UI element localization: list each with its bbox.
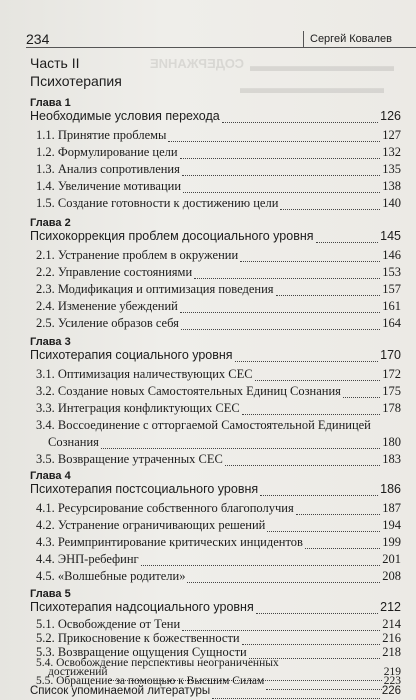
bleed-through-text: ▬▬▬▬▬▬▬▬▬ [240,80,384,97]
toc-section-entry[interactable] [36,161,401,178]
chapter-label: Глава 1 [30,97,71,109]
bleed-through-text: ▬▬▬▬▬▬▬▬▬ [250,58,394,75]
toc-section-entry[interactable] [36,127,401,144]
toc-section-entry[interactable] [36,144,401,161]
toc-entry-title: Психотерапия постсоциального уровня [30,482,259,496]
toc-entry-title: 2.4. Изменение убеждений [36,299,178,313]
toc-section-entry[interactable] [36,551,401,568]
toc-entry-title: 4.2. Устранение ограничивающих решений [36,518,266,532]
toc-entry-title: 1.5. Создание готовности к достижению цели [36,196,279,210]
toc-chapter-entry[interactable] [30,228,401,245]
toc-page-number: 126 [380,109,401,123]
dot-leader [343,385,380,398]
part-label: Часть II [30,55,80,71]
toc-page-number: 212 [380,600,401,614]
toc-entry-title: 3.1. Оптимизация наличествующих СЕС [36,367,253,381]
toc-entry-title: 5.2. Прикосновение к божественности [36,631,240,645]
toc-entry-title: 1.3. Анализ сопротивления [36,162,180,176]
toc-entry-title: 1.2. Формулирование цели [36,145,178,159]
toc-page-number: 187 [382,501,401,515]
dot-leader [256,601,378,614]
toc-entry-title: 4.3. Реимпринтирование критических инцидентов [36,535,303,549]
toc-entry-title: 2.1. Устранение проблем в окружении [36,248,239,262]
toc-page-number: 183 [382,452,401,466]
toc-page-number: 216 [382,631,401,645]
dot-leader [235,349,379,362]
toc-section-entry[interactable] [36,298,401,315]
toc-page-number: 178 [382,401,401,415]
bleed-through-text: СОДЕРЖАНИЕ [150,56,244,71]
toc-entry-title: достижений [48,666,108,678]
toc-entry-title: 3.2. Создание новых Самостоятельных Единиц Сознания [36,384,341,398]
toc-page-number: 138 [382,179,401,193]
dot-leader [182,163,380,176]
toc-entry-title: 4.5. «Волшебные родители» [36,569,186,583]
toc-entry-title: Психотерапия социального уровня [30,348,233,362]
toc-section-entry[interactable] [36,281,401,298]
toc-page-number: 226 [381,685,401,697]
toc-page-number: 172 [382,367,401,381]
toc-page-number: 199 [382,535,401,549]
toc-section-entry[interactable] [36,500,401,517]
dot-leader [260,483,378,496]
dot-leader [101,436,380,449]
toc-page-number: 145 [380,229,401,243]
toc-chapter-entry[interactable] [30,599,401,616]
toc-entry-title: Список упоминаемой литературы [30,685,211,697]
dot-leader [316,230,379,243]
toc-entry-title: 3.3. Интеграция конфликтующих СЕС [36,401,240,415]
dot-leader [222,110,378,123]
toc-chapter-entry[interactable] [30,481,401,498]
toc-page-number: 201 [382,552,401,566]
toc-chapter-entry[interactable] [30,347,401,364]
page-number: 234 [26,31,50,47]
toc-page-number: 219 [383,666,401,678]
toc-page-number: 208 [382,569,401,583]
chapter-label: Глава 2 [30,217,71,229]
toc-entry-title: 5.1. Освобождение от Тени [36,617,181,631]
chapter-label: Глава 3 [30,336,71,348]
toc-page-number: 194 [382,518,401,532]
toc-page-number: 132 [382,145,401,159]
dot-leader [240,249,380,262]
dot-leader [181,317,380,330]
toc-page-number: 218 [382,645,401,659]
toc-entry-title: 5.3. Возвращение ощущения Сущности [36,645,247,659]
dot-leader [187,570,380,583]
toc-page-number: 135 [382,162,401,176]
dot-leader [180,300,380,313]
chapter-label: Глава 5 [30,588,71,600]
dot-leader [212,686,380,699]
toc-page-number: 140 [382,196,401,210]
dot-leader [180,146,381,159]
header-rule [26,47,416,48]
toc-page-number: 161 [382,299,401,313]
dot-leader [225,453,380,466]
dot-leader [183,180,380,193]
toc-section-entry[interactable] [36,451,401,468]
toc-section-entry[interactable] [36,517,401,534]
chapter-label: Глава 4 [30,470,71,482]
toc-page-number: 164 [382,316,401,330]
toc-entry-title: 1.1. Принятие проблемы [36,128,167,142]
toc-section-entry[interactable] [36,178,401,195]
toc-entry-title: 1.4. Увеличение мотивации [36,179,182,193]
toc-page-number: 175 [382,384,401,398]
toc-section-entry-continuation[interactable] [48,434,401,451]
toc-page-number: 127 [382,128,401,142]
dot-leader [296,502,381,515]
dot-leader [276,283,381,296]
dot-leader [305,536,380,549]
toc-page-number: 157 [382,282,401,296]
toc-section-title-line[interactable]: 3.4. Воссоединение с отторгаемой Самостоятельной Единицей [36,418,371,432]
toc-page-number: 214 [382,617,401,631]
toc-entry-title: 4.4. ЭНП-ребефинг [36,552,139,566]
toc-section-entry[interactable] [36,366,401,383]
toc-entry-title: 5.5. Обращение за помощью к Высшим Силам [36,675,265,687]
toc-section-title-line[interactable]: 5.4. Освобождение перспективы неограниченных [36,657,279,669]
toc-entry-title: Необходимые условия перехода [30,109,220,123]
toc-page-number: 170 [380,348,401,362]
dot-leader [194,266,380,279]
part-title: Психотерапия [30,73,122,89]
dot-leader [168,129,380,142]
toc-entry-title: 4.1. Ресурсирование собственного благополучия [36,501,294,515]
toc-page-number: 223 [383,675,401,687]
running-header-author: Сергей Ковалев [303,31,416,47]
toc-page-number: 180 [382,435,401,449]
toc-section-entry[interactable] [36,315,401,332]
toc-entry-title: 2.3. Модификация и оптимизация поведения [36,282,274,296]
toc-section-entry[interactable] [36,383,401,400]
toc-entry-title: Сознания [48,435,99,449]
toc-page-number: 146 [382,248,401,262]
toc-section-entry[interactable] [36,400,401,417]
toc-page-number: 186 [380,482,401,496]
dot-leader [280,197,380,210]
toc-entry-title: 2.5. Усиление образов себя [36,316,179,330]
toc-bibliography-entry[interactable] [30,684,401,698]
toc-chapter-entry[interactable] [30,108,401,125]
toc-section-entry[interactable] [36,534,401,551]
toc-entry-title: Психокоррекция проблем досоциального уровня [30,229,314,243]
toc-entry-title: 3.5. Возвращение утраченных СЕС [36,452,223,466]
toc-section-entry[interactable] [36,195,401,212]
dot-leader [141,553,381,566]
toc-section-entry[interactable] [36,264,401,281]
toc-section-entry[interactable] [36,247,401,264]
toc-section-entry[interactable] [36,568,401,585]
dot-leader [255,368,381,381]
toc-page-number: 153 [382,265,401,279]
toc-entry-title: Психотерапия надсоциального уровня [30,600,254,614]
toc-entry-title: 2.2. Управление состояниями [36,265,193,279]
dot-leader [267,519,380,532]
dot-leader [242,402,381,415]
